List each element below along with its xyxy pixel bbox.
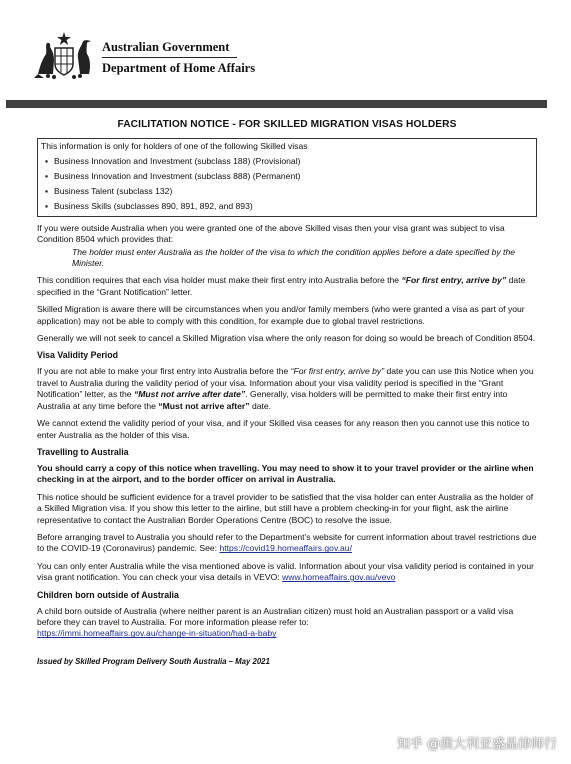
had-a-baby-link[interactable]: https://immi.homeaffairs.gov.au/change-in-situation/had-a-baby: [37, 628, 277, 639]
paragraph-condition-intro: If you were outside Australia when you were granted one of the above Skilled visas then your visa grant was subject to visa Condition 8504 which provides that:: [37, 222, 505, 245]
zhihu-watermark: 知乎 @澳大利亚盛晶律师行: [396, 737, 557, 752]
coat-of-arms-logo: [34, 28, 94, 80]
vevo-link[interactable]: www.homeaffairs.gov.au/vevo: [282, 572, 396, 583]
notice-title: FACILITATION NOTICE - FOR SKILLED MIGRATION VISAS HOLDERS: [117, 119, 457, 130]
bullet-icon: ▪: [45, 170, 49, 181]
list-item: ▪ Business Skills (subclasses 890, 891, 892, and 893): [41, 199, 532, 214]
paragraph-covid: Before arranging travel to Australia you should refer to the Department’s website for current information about travel restrictions due to the COVID-19 (Coronavirus) pandemic. See: https://covid19.homeaffairs.gov.au/: [37, 531, 537, 554]
issued-by-footer: Issued by Skilled Program Delivery South Australia – May 2021: [37, 656, 270, 666]
government-name: Australian Government: [102, 40, 230, 54]
header-divider: [102, 57, 237, 58]
paragraph-carry-notice: You should carry a copy of this notice when travelling. You may need to show it to your travel provider or the airline when checking in at the airport, and to the border officer on arrival in Australia.: [37, 462, 534, 485]
bullet-icon: ▪: [45, 155, 49, 166]
paragraph-cancellation: Generally we will not seek to cancel a Skilled Migration visa where the only reason for doing so would be breach of Condition 8504.: [37, 333, 536, 344]
paragraph-extension: We cannot extend the validity period of your visa, and if your Skilled visa ceases for any reason then you cannot use this notice to enter Australia as the holder of this visa.: [37, 418, 530, 440]
paragraph-condition-requirement: This condition requires that each visa holder must make their first entry into Australia before the “For first entry, arrive by” date specified in the “Grant Notification” letter.: [37, 275, 526, 297]
condition-quote: The holder must enter Australia as the holder of the visa to which the condition applies before a date specified by the Minister.: [72, 246, 516, 269]
bullet-icon: ▪: [45, 185, 49, 196]
paragraph-validity: If you are not able to make your first entry into Australia before the “For first entry, arrive by” date you can use this Notice when you travel to Australia during the validity period of your visa. Information about your visa validity period is specified in the “Grant Notification” letter, as the “Must not arrive after date”. Generally, visa holders will be permitted to make their first entry into Australia at any time before the “Must not arrive after” date.: [37, 366, 534, 411]
list-item: ▪ Business Innovation and Investment (subclass 188) (Provisional): [41, 154, 532, 169]
header-bar: [6, 100, 547, 108]
paragraph-children: A child born outside of Australia (where neither parent is an Australian citizen) must hold an Australian passport or a valid visa before they can travel to Australia. For more information please refer to:: [37, 605, 514, 627]
government-header: [34, 28, 254, 80]
notice-body: [37, 119, 537, 667]
bullet-icon: ▪: [45, 200, 49, 211]
box-intro: This information is only for holders of one of the following Skilled visas: [41, 141, 308, 152]
list-item: ▪ Business Innovation and Investment (subclass 888) (Permanent): [41, 169, 532, 184]
visa-list: [41, 154, 532, 214]
eligible-visas-box: [37, 138, 537, 216]
paragraph-circumstances: Skilled Migration is aware there will be circumstances when you and/or family members (who were granted a visa as part of your application) may not be able to comply with this condition, for example due to global travel restrictions.: [37, 304, 525, 326]
heading-travelling: Travelling to Australia: [37, 446, 129, 457]
covid-link[interactable]: https://covid19.homeaffairs.gov.au/: [219, 543, 352, 554]
paragraph-vevo: You can only enter Australia while the visa mentioned above is valid. Information about your visa validity period is contained in your visa grant notification. You can check your visa details in VEVO: www.homeaffairs.gov.au/vevo: [37, 560, 534, 583]
heading-children: Children born outside of Australia: [37, 589, 179, 600]
paragraph-evidence: This notice should be sufficient evidence for a travel provider to be satisfied that the visa holder can enter Australia as the holder of a Skilled Migration visa. If you show this letter to the airline, but still have a problem checking-in for your flight, ask the airline representative to contact the Australian Border Operations Centre (BOC) to resolve the issue.: [37, 491, 534, 525]
heading-visa-validity: Visa Validity Period: [37, 350, 119, 361]
department-name: Department of Home Affairs: [102, 61, 256, 75]
list-item: ▪ Business Talent (subclass 132): [41, 184, 532, 199]
